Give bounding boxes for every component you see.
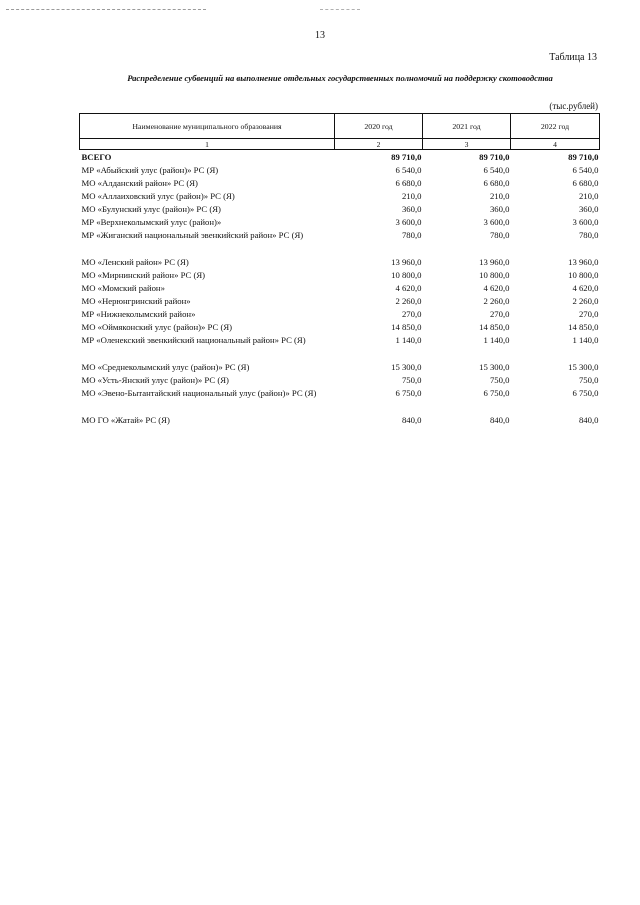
value-2022: 6 680,0 xyxy=(572,177,599,188)
value-2022: 270,0 xyxy=(578,308,599,319)
value-2020: 2 260,0 xyxy=(395,295,422,306)
row-name: МР «Абыйский улус (район)» РС (Я) xyxy=(81,164,219,175)
value-2021: 10 800,0 xyxy=(479,269,510,280)
row-name: МО «Аллаиховский улус (район)» РС (Я) xyxy=(81,190,235,201)
value-2020: 14 850,0 xyxy=(391,321,422,332)
table-row xyxy=(80,176,600,189)
value-2020: 15 300,0 xyxy=(391,361,422,372)
value-2021: 360,0 xyxy=(489,203,510,214)
value-2020: 4 620,0 xyxy=(395,282,422,293)
table-spacer-row xyxy=(80,399,600,413)
page-number: 13 xyxy=(315,30,325,41)
row-name: МО «Алданский район» РС (Я) xyxy=(81,177,198,188)
table-row xyxy=(80,268,600,281)
value-2022: 210,0 xyxy=(578,190,599,201)
table-row xyxy=(80,294,600,307)
value-2021: 6 680,0 xyxy=(483,177,510,188)
table-row xyxy=(80,320,600,333)
value-2022: 6 540,0 xyxy=(572,164,599,175)
column-number: 4 xyxy=(511,139,600,150)
value-2021: 3 600,0 xyxy=(483,216,510,227)
value-2022: 15 300,0 xyxy=(568,361,599,372)
table-row xyxy=(80,307,600,320)
value-2021: 840,0 xyxy=(489,414,510,425)
row-name: МО «Мирнинский район» РС (Я) xyxy=(81,269,206,280)
row-name: МО «Эвено-Бытантайский национальный улус (район)» РС (Я) xyxy=(81,387,317,398)
scan-artifact-line xyxy=(320,9,360,12)
value-2020: 6 540,0 xyxy=(395,164,422,175)
value-2022: 840,0 xyxy=(578,414,599,425)
table-row xyxy=(80,360,600,373)
value-2022: 1 140,0 xyxy=(572,334,599,345)
scan-artifact-line xyxy=(6,9,206,12)
table-spacer-row xyxy=(80,241,600,255)
table-row xyxy=(80,163,600,176)
subsidy-table xyxy=(79,113,600,426)
value-2021: 13 960,0 xyxy=(479,256,510,267)
column-number: 2 xyxy=(335,139,423,150)
table-label: Таблица 13 xyxy=(549,52,597,63)
value-2022: 13 960,0 xyxy=(568,256,599,267)
row-name: МР «Нижнеколымский район» xyxy=(81,308,196,319)
value-2020: 3 600,0 xyxy=(395,216,422,227)
table-row xyxy=(80,202,600,215)
column-number: 1 xyxy=(80,139,335,150)
value-2022: 10 800,0 xyxy=(568,269,599,280)
table-row xyxy=(80,255,600,268)
value-2022: 3 600,0 xyxy=(572,216,599,227)
value-2021: 1 140,0 xyxy=(483,334,510,345)
value-2021: 14 850,0 xyxy=(479,321,510,332)
value-2022: 750,0 xyxy=(578,374,599,385)
row-name: МО «Ленский район» РС (Я) xyxy=(81,256,189,267)
value-2020: 210,0 xyxy=(401,190,422,201)
value-2020: 89 710,0 xyxy=(391,151,422,162)
column-header-2020: 2020 год xyxy=(335,114,423,139)
value-2021: 2 260,0 xyxy=(483,295,510,306)
value-2021: 270,0 xyxy=(489,308,510,319)
table-row-total xyxy=(80,150,600,164)
row-name: МР «Верхнеколымский улус (район)» xyxy=(81,216,222,227)
table-row xyxy=(80,386,600,399)
table-header-row xyxy=(80,114,600,139)
value-2020: 6 750,0 xyxy=(395,387,422,398)
table-row xyxy=(80,215,600,228)
value-2022: 780,0 xyxy=(578,229,599,240)
column-number-row xyxy=(80,139,600,150)
row-name: ВСЕГО xyxy=(81,151,112,162)
value-2022: 4 620,0 xyxy=(572,282,599,293)
value-2022: 2 260,0 xyxy=(572,295,599,306)
value-2022: 89 710,0 xyxy=(568,151,599,162)
value-2020: 6 680,0 xyxy=(395,177,422,188)
value-2020: 10 800,0 xyxy=(391,269,422,280)
value-2021: 4 620,0 xyxy=(483,282,510,293)
row-name: МО ГО «Жатай» РС (Я) xyxy=(81,414,170,425)
value-2021: 6 750,0 xyxy=(483,387,510,398)
value-2020: 840,0 xyxy=(401,414,422,425)
row-name: МО «Оймяконский улус (район)» РС (Я) xyxy=(81,321,233,332)
table-row xyxy=(80,333,600,346)
value-2022: 360,0 xyxy=(578,203,599,214)
column-header-2021: 2021 год xyxy=(423,114,511,139)
row-name: МО «Момский район» xyxy=(81,282,165,293)
value-2021: 6 540,0 xyxy=(483,164,510,175)
table-spacer-row xyxy=(80,346,600,360)
row-name: МО «Нерюнгринский район» xyxy=(81,295,191,306)
row-name: МО «Среднеколымский улус (район)» РС (Я) xyxy=(81,361,250,372)
value-2020: 360,0 xyxy=(401,203,422,214)
value-2021: 15 300,0 xyxy=(479,361,510,372)
value-2020: 270,0 xyxy=(401,308,422,319)
column-number: 3 xyxy=(423,139,511,150)
value-2020: 780,0 xyxy=(401,229,422,240)
value-2020: 13 960,0 xyxy=(391,256,422,267)
value-2021: 750,0 xyxy=(489,374,510,385)
value-2021: 89 710,0 xyxy=(479,151,510,162)
row-name: МО «Усть-Янский улус (район)» РС (Я) xyxy=(81,374,229,385)
document-title: Распределение субвенций на выполнение отдельных государственных полномочий на поддержку скотоводства xyxy=(127,73,553,83)
row-name: МО «Булунский улус (район)» РС (Я) xyxy=(81,203,221,214)
column-header-name: Наименование муниципального образования xyxy=(80,114,335,139)
value-2022: 6 750,0 xyxy=(572,387,599,398)
table-row xyxy=(80,281,600,294)
table-row xyxy=(80,413,600,426)
value-2021: 780,0 xyxy=(489,229,510,240)
units-label: (тыс.рублей) xyxy=(549,101,598,111)
table-row xyxy=(80,189,600,202)
column-header-2022: 2022 год xyxy=(511,114,600,139)
row-name: МР «Оленекский эвенкийский национальный район» РС (Я) xyxy=(81,334,306,345)
table-row xyxy=(80,373,600,386)
value-2021: 210,0 xyxy=(489,190,510,201)
value-2020: 750,0 xyxy=(401,374,422,385)
value-2022: 14 850,0 xyxy=(568,321,599,332)
value-2020: 1 140,0 xyxy=(395,334,422,345)
table-row xyxy=(80,228,600,241)
row-name: МР «Жиганский национальный эвенкийский район» РС (Я) xyxy=(81,229,304,240)
